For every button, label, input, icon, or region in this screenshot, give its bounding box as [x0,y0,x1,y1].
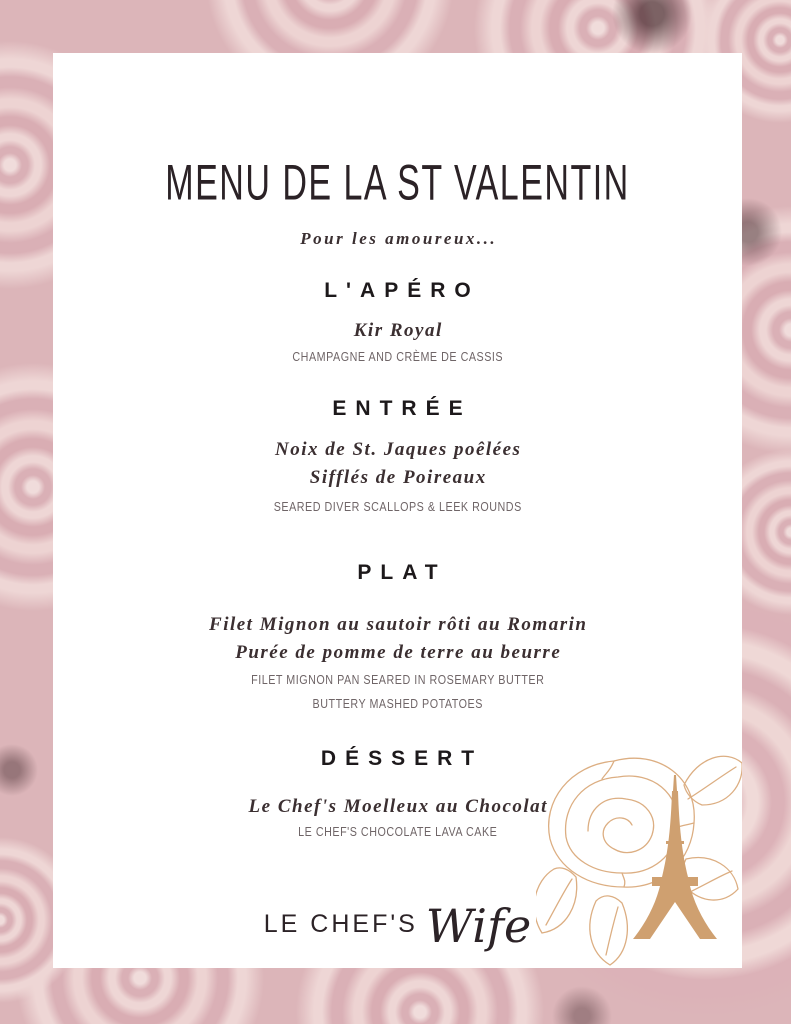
desc-potatoes: BUTTERY MASHED POTATOES [312,697,483,711]
desc-lava-cake: LE CHEF'S CHOCOLATE LAVA CAKE [298,825,498,839]
section-heading-dessert: DÉSSERT [320,747,484,770]
desc-filet: FILET MIGNON PAN SEARED IN ROSEMARY BUTTER [251,673,545,687]
desc-kir-royal: CHAMPAGNE AND CRÈME DE CASSIS [292,350,504,364]
brand-name-script: Wife [425,899,532,953]
dish-filet-line1: Filet Mignon au sautoir rôti au Romarin [209,614,588,635]
dish-scallops-line1: Noix de St. Jaques poêlées [275,439,522,460]
section-heading-apero: L'APÉRO [324,279,480,302]
dish-filet-line2: Purée de pomme de terre au beurre [235,642,562,663]
desc-scallops: SEARED DIVER SCALLOPS & LEEK ROUNDS [273,500,522,514]
dish-moelleux: Le Chef's Moelleux au Chocolat [248,796,548,817]
section-heading-plat: PLAT [357,561,447,584]
dish-kir-royal: Kir Royal [353,320,443,341]
brand-name-caps: LE CHEF'S [263,910,418,938]
section-heading-entree: ENTRÉE [332,397,472,420]
menu-card [53,53,742,968]
brand-logo [53,899,742,953]
dish-scallops-line2: Sifflés de Poireaux [309,467,487,488]
menu-subtitle: Pour les amoureux... [300,229,498,248]
menu-title: MENU DE LA ST VALENTIN [165,154,630,211]
